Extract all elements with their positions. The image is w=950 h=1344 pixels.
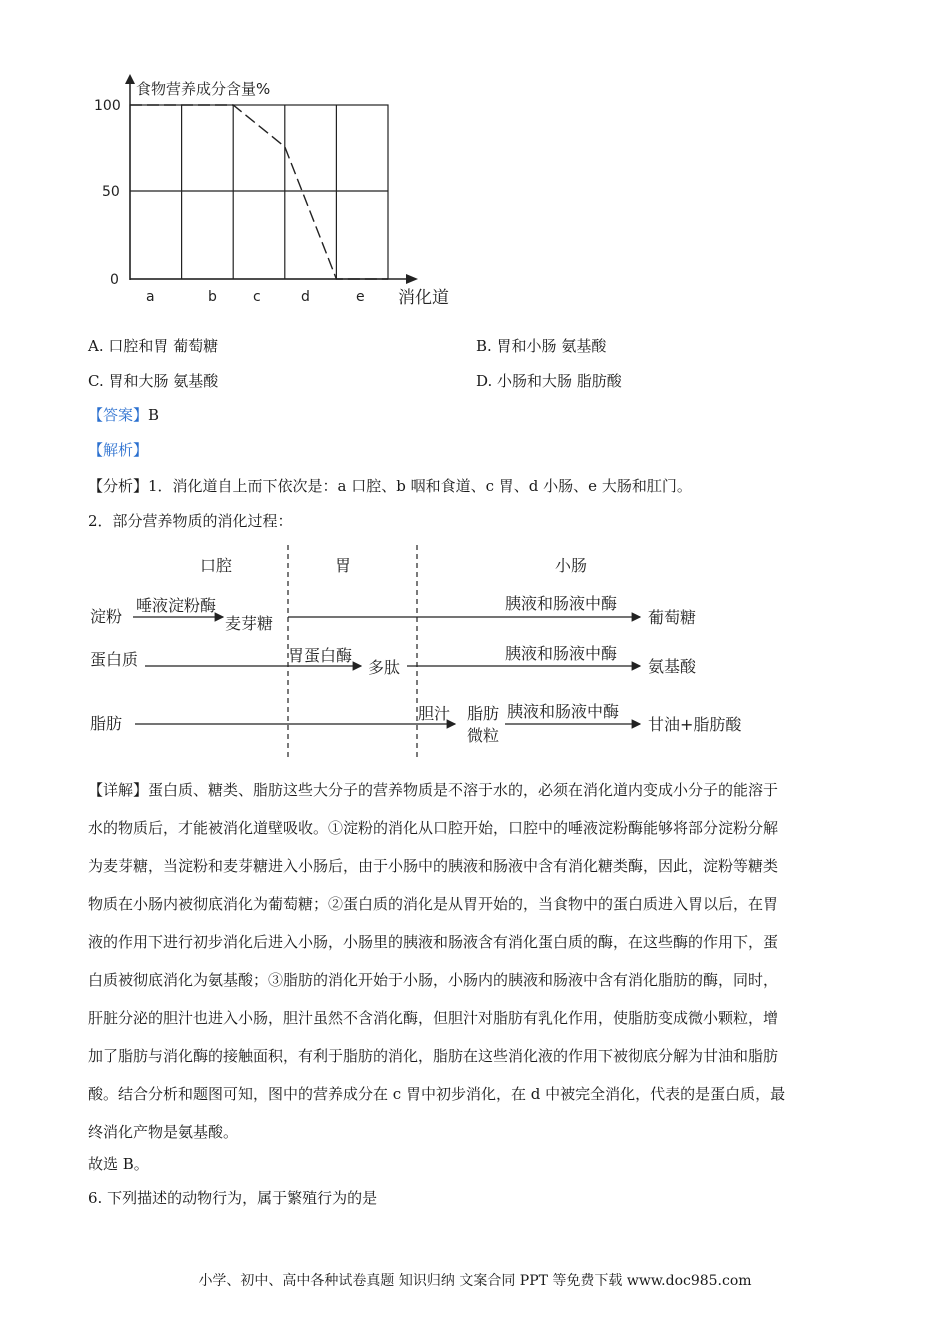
option-c[interactable]: C. 胃和大肠 氨基酸 [88, 372, 219, 390]
y-tick-50: 50 [102, 184, 120, 200]
x-tick-e: e [356, 289, 365, 305]
fenxi-label: 【分析】 [88, 477, 149, 495]
answer-line [88, 405, 159, 425]
detail-line: 水的物质后，才能被消化道壁吸收。①淀粉的消化从口腔开始，口腔中的唾液淀粉酶能够将部分淀粉分解 [88, 819, 779, 837]
digestion-process-diagram [85, 543, 765, 763]
detail-line: 为麦芽糖，当淀粉和麦芽糖进入小肠后，由于小肠中的胰液和肠液中含有消化糖类酶，因此，淀粉等糖类 [88, 857, 779, 875]
option-a[interactable]: A. 口腔和胃 葡萄糖 [88, 337, 219, 355]
fenxi-line2: 2．部分营养物质的消化过程： [88, 512, 293, 530]
option-b[interactable]: B. 胃和小肠 氨基酸 [476, 337, 607, 355]
fat-mid1: 脂肪 [467, 704, 500, 723]
fat-mid2: 微粒 [467, 726, 500, 745]
protein-enzyme2: 胰液和肠液中酶 [505, 644, 618, 663]
fenxi-line1 [88, 476, 692, 496]
starch-enzyme2: 胰液和肠液中酶 [505, 594, 618, 613]
x-axis-label: 消化道 [398, 288, 449, 308]
grid [130, 105, 388, 279]
header-mouth: 口腔 [200, 556, 233, 575]
detail-line [88, 780, 868, 818]
detail-line: 酸。结合分析和题图可知，图中的营养成分在 c 胃中初步消化，在 d 中被完全消化，代表的是蛋白质，最 [88, 1085, 786, 1103]
x-tick-d: d [301, 289, 310, 305]
protein-label: 蛋白质 [90, 650, 139, 669]
starch-enzyme1: 唾液淀粉酶 [136, 596, 217, 615]
x-tick-c: c [253, 289, 261, 305]
answer-value: B [148, 406, 160, 424]
y-tick-100: 100 [94, 98, 121, 114]
fat-label: 脂肪 [90, 714, 123, 733]
digestion-line-chart [90, 70, 470, 310]
detail-line: 肝脏分泌的胆汁也进入小肠，胆汁虽然不含消化酶，但胆汁对脂肪有乳化作用，使脂肪变成微小颗粒，增 [88, 1009, 779, 1027]
starch-label: 淀粉 [90, 607, 123, 626]
y-axis-label: 食物营养成分含量% [136, 80, 271, 98]
detail-paragraph [88, 780, 868, 1160]
header-small-intestine: 小肠 [555, 556, 588, 575]
protein-product: 氨基酸 [648, 657, 697, 676]
fat-enzyme2: 胰液和肠液中酶 [507, 702, 620, 721]
header-stomach: 胃 [335, 556, 352, 575]
starch-product: 葡萄糖 [648, 608, 697, 627]
detail-line: 加了脂肪与消化酶的接触面积，有利于脂肪的消化，脂肪在这些消化液的作用下被彻底分解为甘油和脂肪 [88, 1047, 779, 1065]
fat-product: 甘油+脂肪酸 [648, 715, 742, 734]
x-axis-arrow [406, 274, 418, 284]
option-d[interactable]: D. 小肠和大肠 脂肪酸 [476, 372, 622, 390]
detail-label: 【详解】 [88, 781, 149, 799]
answer-label: 【答案】 [88, 406, 149, 424]
y-tick-0: 0 [110, 272, 119, 288]
protein-mid: 多肽 [368, 658, 401, 677]
fenxi-text1: 1．消化道自上而下依次是：a 口腔、b 咽和食道、c 胃、d 小肠、e 大肠和肛门。 [148, 477, 692, 495]
detail-line: 终消化产物是氨基酸。 [88, 1123, 239, 1141]
nutrient-series-line [130, 105, 388, 279]
detail-line: 物质在小肠内被彻底消化为葡萄糖；②蛋白质的消化是从胃开始的，当食物中的蛋白质进入胃以后，在胃 [88, 895, 779, 913]
analysis-label: 【解析】 [88, 441, 149, 459]
conclusion: 故选 B。 [88, 1155, 149, 1173]
fat-bile: 胆汁 [418, 704, 451, 723]
page-footer: 小学、初中、高中各种试卷真题 知识归纳 文案合同 PPT 等免费下载 www.doc985.com [198, 1273, 752, 1289]
starch-mid: 麦芽糖 [225, 614, 274, 633]
y-axis-arrow [125, 74, 135, 84]
detail-line: 白质被彻底消化为氨基酸；③脂肪的消化开始于小肠，小肠内的胰液和肠液中含有消化脂肪的酶，同时， [88, 971, 779, 989]
next-question: 6. 下列描述的动物行为，属于繁殖行为的是 [88, 1189, 378, 1207]
x-tick-a: a [146, 289, 155, 305]
detail-line: 液的作用下进行初步消化后进入小肠，小肠里的胰液和肠液含有消化蛋白质的酶，在这些酶的作用下，蛋 [88, 933, 779, 951]
protein-enzyme1: 胃蛋白酶 [288, 646, 353, 665]
detail-text-0: 蛋白质、糖类、脂肪这些大分子的营养物质是不溶于水的，必须在消化道内变成小分子的能溶于 [148, 781, 779, 799]
x-tick-b: b [208, 289, 217, 305]
